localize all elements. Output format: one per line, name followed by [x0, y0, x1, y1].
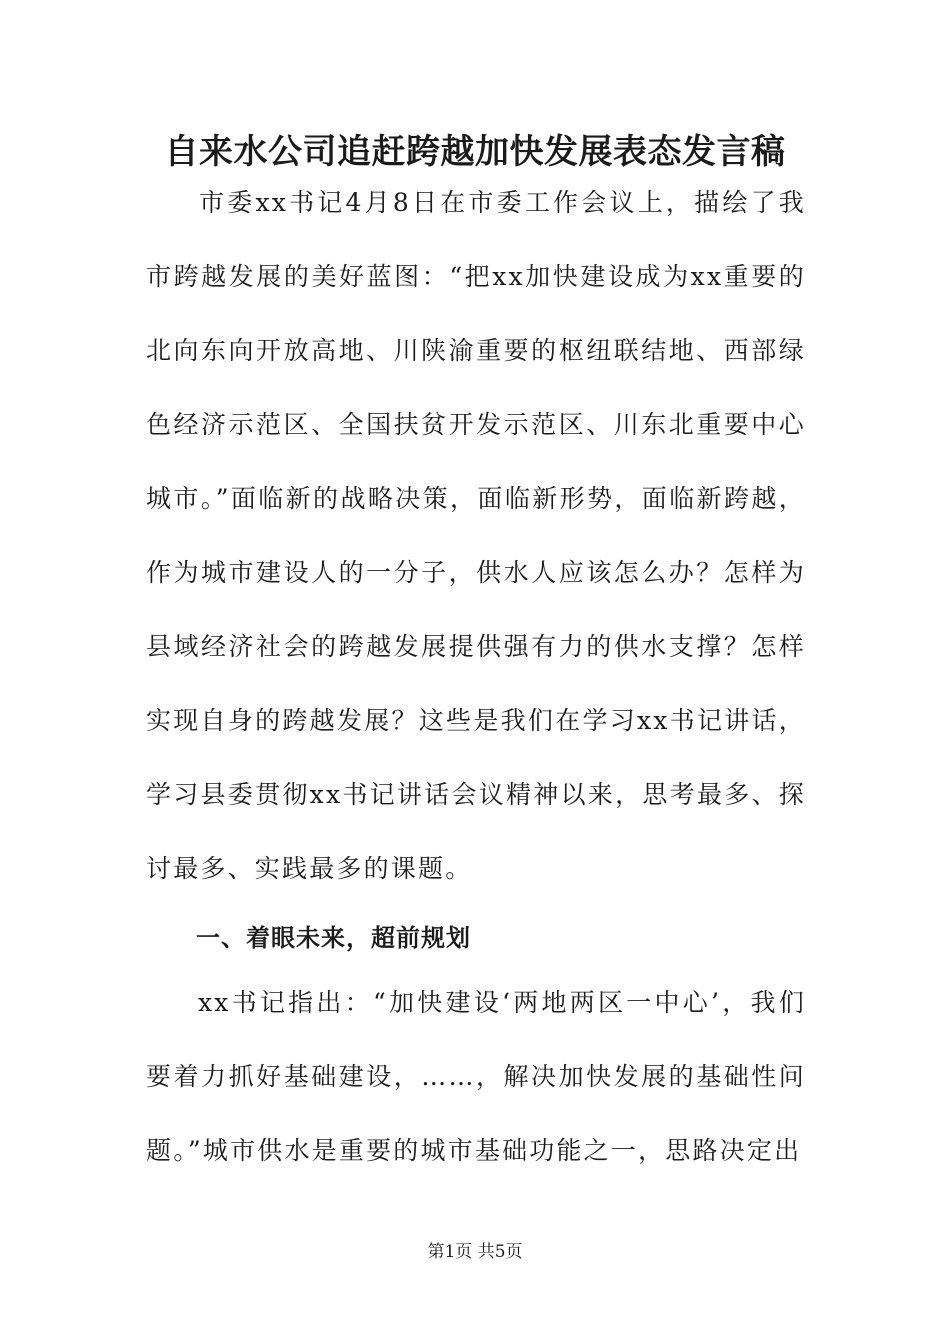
body-paragraph-2 [146, 966, 806, 1188]
paragraph-1-text: 市委xx书记4月8日在市委工作会议上，描绘了我市跨越发展的美好蓝图：“把xx加快建设成为xx重要的北向东向开放高地、川陕渝重要的枢纽联结地、西部绿色经济示范区、全国扶贫开发示范区、川东北重要中心城市。”面临新的战略决策，面临新形势，面临新跨越，作为城市建设人的一分子，供水人应该怎么办？怎样为县域经济社会的跨越发展提供强有力的供水支撑？怎样实现自身的跨越发展？这些是我们在学习xx书记讲话，学习县委贯彻xx书记讲话会议精神以来，思考最多、探讨最多、实践最多的课题。 [146, 188, 806, 883]
page-footer: 第1页 共5页 [427, 1242, 523, 1262]
document-title: 自来水公司追赶跨越加快发展表态发言稿 [164, 132, 786, 172]
body-paragraph-1 [146, 166, 806, 906]
paragraph-2-text: xx书记指出：“加快建设‘两地两区一中心’，我们要着力抓好基础建设，……，解决加快发展的基础性问题。”城市供水是重要的城市基础功能之一，思路决定出 [146, 988, 806, 1165]
section-heading-1: 一、着眼未来，超前规划 [196, 924, 471, 952]
